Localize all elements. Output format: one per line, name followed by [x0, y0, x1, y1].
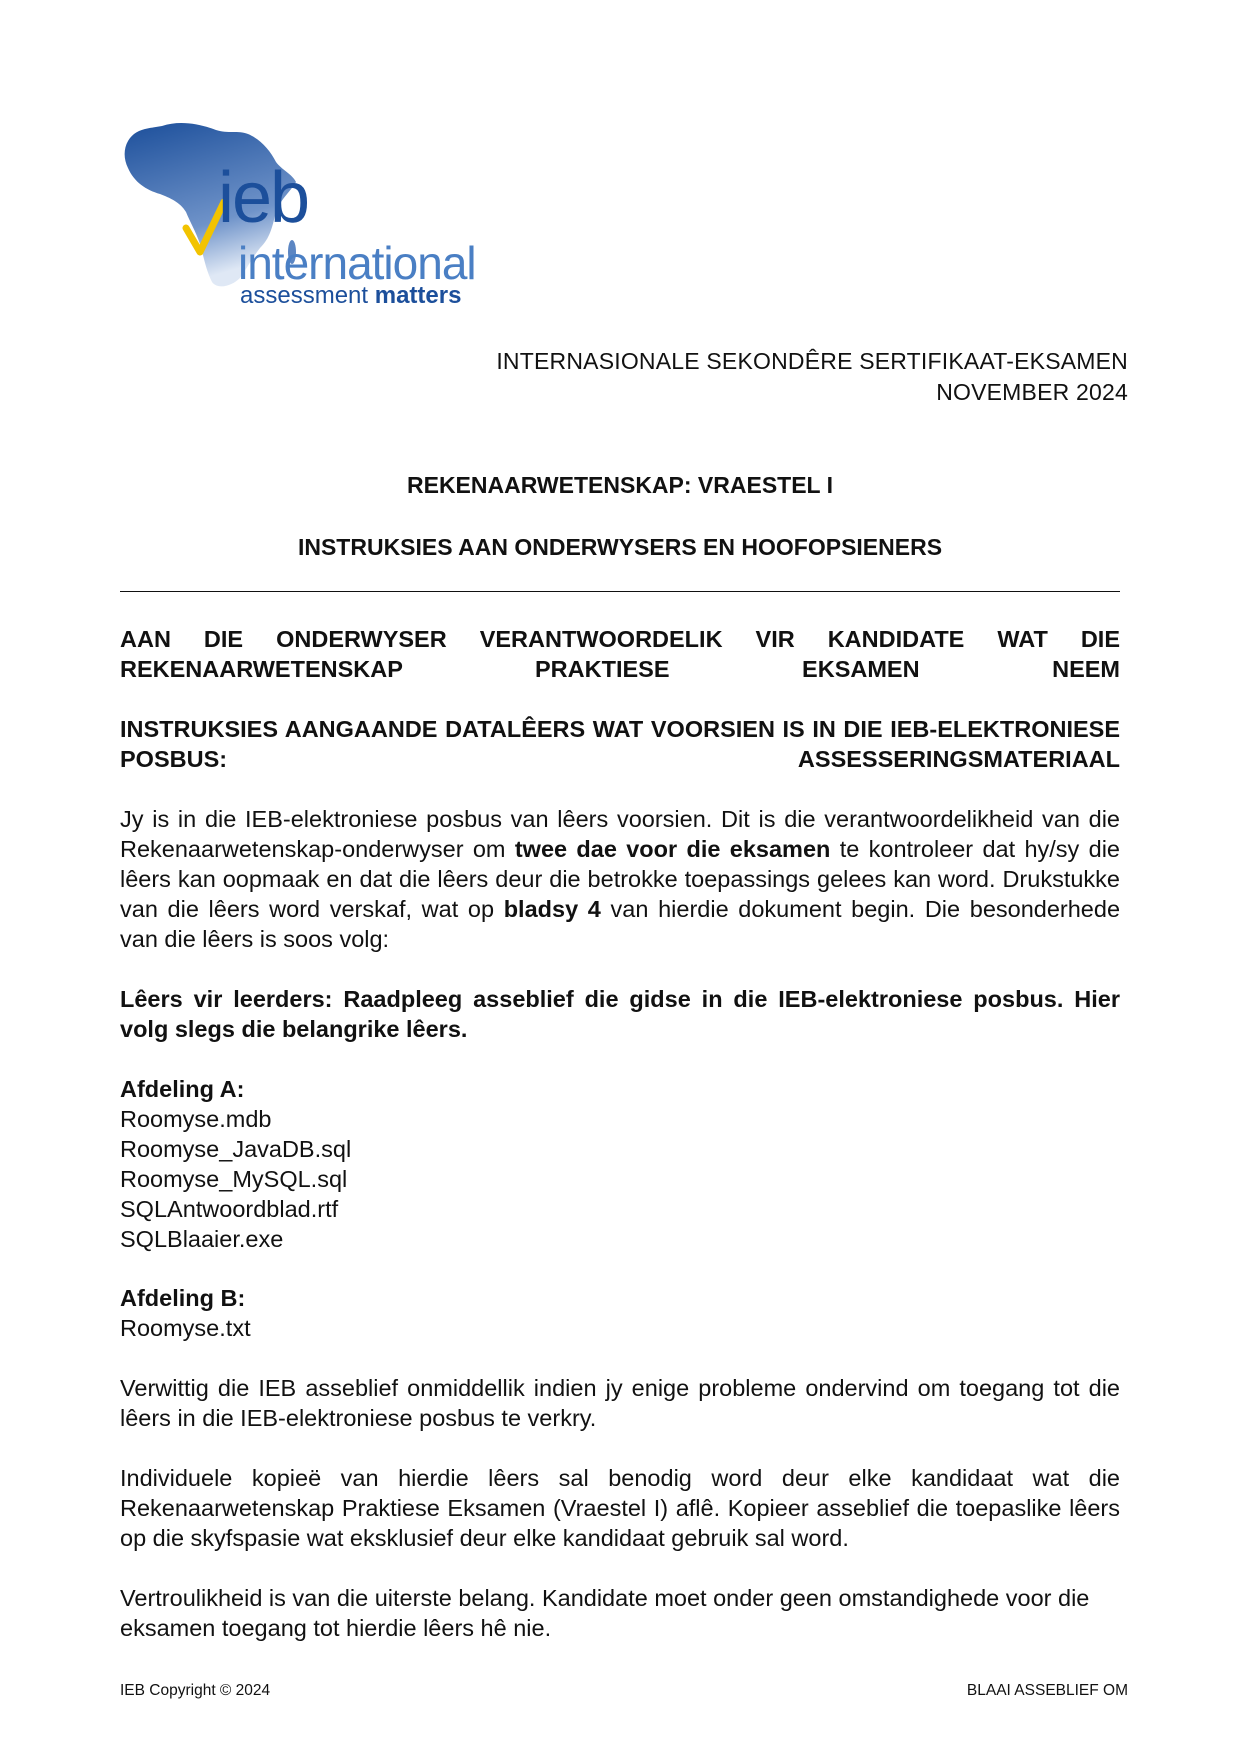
- section-b: [120, 1283, 1120, 1343]
- instructions-title: INSTRUKSIES AAN ONDERWYSERS EN HOOFOPSIENERS: [297, 534, 943, 560]
- section-a: [120, 1074, 1120, 1254]
- intro-text-3: van hierdie dokument begin. Die besonderhede van die lêers is soos volg:: [120, 896, 1121, 952]
- learner-files-note: Lêers vir leerders: Raadpleeg asseblief die gidse in die IEB-elektroniese posbus. Hier volg slegs die belangrike lêers.: [120, 986, 1120, 1042]
- copies-paragraph: Individuele kopieë van hierdie lêers sal benodig word deur elke kandidaat wat die Rekenaarwetenskap Praktiese Eksamen (Vraestel I) aflê. Kopieer asseblief die toepaslike lêers op die skyfspasie wat eksklusief deur elke kandidaat gebruik sal word.: [120, 1465, 1120, 1551]
- exam-date: NOVEMBER 2024: [936, 379, 1128, 405]
- file-name: Roomyse_JavaDB.sql: [120, 1136, 352, 1162]
- exam-header: [496, 346, 1128, 408]
- file-name: SQLBlaaier.exe: [120, 1226, 284, 1252]
- file-name: Roomyse_MySQL.sql: [120, 1166, 348, 1192]
- file-name: Roomyse.txt: [120, 1315, 251, 1341]
- logo-tagline-bold: matters: [374, 282, 462, 309]
- section-a-title: Afdeling A:: [120, 1076, 245, 1102]
- section-b-title: Afdeling B:: [120, 1285, 246, 1311]
- intro-text-2: te kontroleer dat hy/sy die lêers kan oopmaak en dat die lêers deur die betrokke toepassings gelees kan word. Drukstukke van die lêers word verskaf, wat op: [120, 836, 1120, 922]
- heading-data-files: INSTRUKSIES AANGAANDE DATALÊERS WAT VOORSIEN IS IN DIE IEB-ELEKTRONIESE POSBUS: ASSESSERINGSMATERIAAL: [120, 716, 1120, 772]
- logo-wordmark: ieb: [218, 158, 309, 238]
- subject-title: REKENAARWETENSKAP: VRAESTEL I: [407, 472, 833, 498]
- footer-turn-over: BLAAI ASSEBLIEF OM: [966, 1682, 1128, 1699]
- intro-text-1: Jy is in die IEB-elektroniese posbus van lêers voorsien. Dit is die verantwoordelikheid van die Rekenaarwetenskap-onderwyser om: [120, 806, 1120, 862]
- confidentiality-paragraph: Vertroulikheid is van die uiterste belang. Kandidate moet onder geen omstandighede voor die eksamen toegang tot hierdie lêers hê nie.: [120, 1585, 1090, 1641]
- footer-copyright: IEB Copyright © 2024: [120, 1682, 271, 1699]
- intro-paragraph: [120, 804, 1120, 954]
- logo-tagline: [240, 283, 461, 309]
- notify-paragraph: Verwittig die IEB asseblief onmiddellik indien jy enige probleme ondervind om toegang tot die lêers in die IEB-elektroniese posbus te verkry.: [120, 1375, 1120, 1431]
- logo-tagline-regular: assessment: [240, 282, 369, 309]
- intro-bold-deadline: twee dae voor die eksamen: [514, 836, 831, 862]
- intro-bold-page: bladsy 4: [503, 896, 601, 922]
- logo-subtitle: international: [238, 237, 476, 289]
- ieb-logo: [120, 120, 480, 310]
- file-name: Roomyse.mdb: [120, 1106, 272, 1132]
- exam-name: INTERNASIONALE SEKONDÊRE SERTIFIKAAT-EKSAMEN: [496, 348, 1128, 374]
- heading-teacher: AAN DIE ONDERWYSER VERANTWOORDELIK VIR KANDIDATE WAT DIE REKENAARWETENSKAP PRAKTIESE EKSAMEN NEEM: [120, 626, 1120, 682]
- file-name: SQLAntwoordblad.rtf: [120, 1196, 339, 1222]
- divider: [120, 591, 1120, 592]
